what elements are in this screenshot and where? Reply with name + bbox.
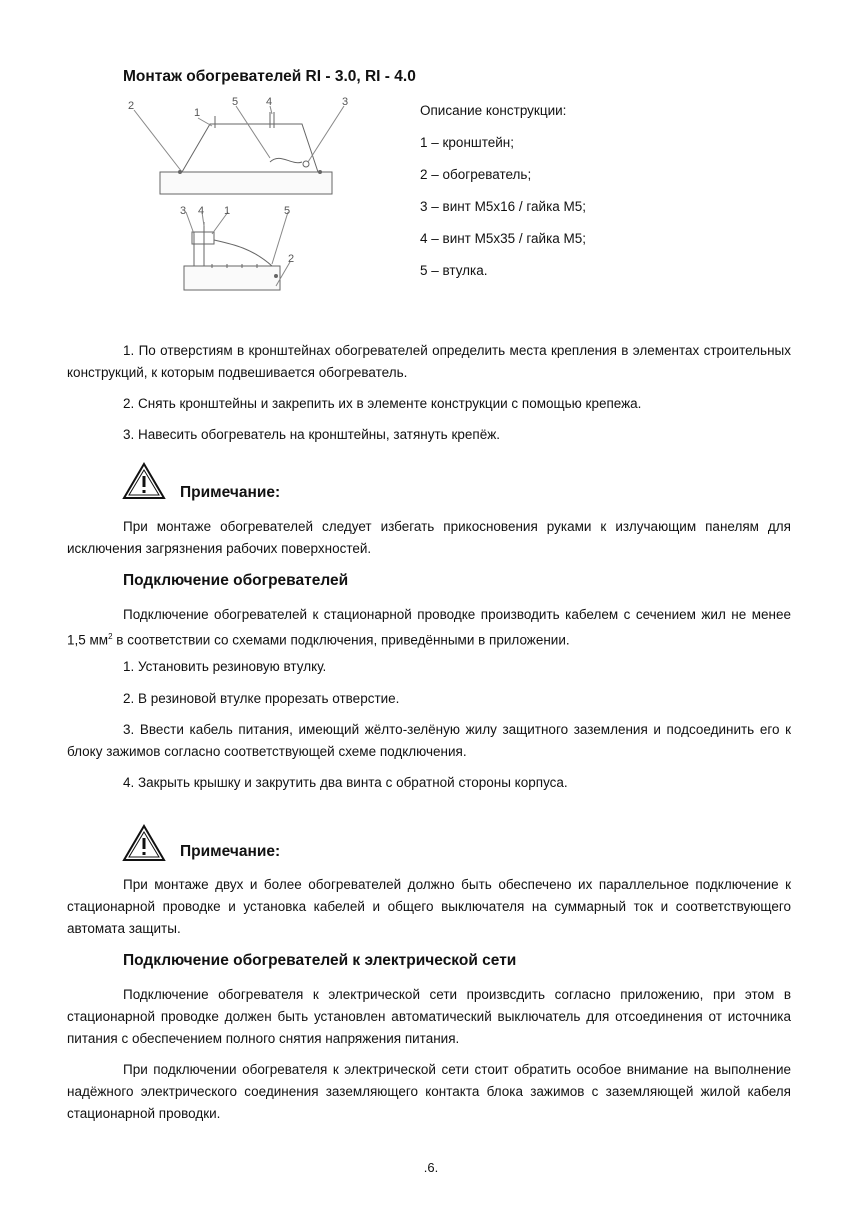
figure-label: 3 [342, 96, 349, 108]
section-title-connect: Подключение обогревателей [123, 572, 349, 589]
mount-diagram-top [120, 92, 350, 204]
figure-label: 3 [180, 205, 187, 217]
section-title-network: Подключение обогревателей к электрической сети [123, 952, 517, 969]
page-number: .6. [423, 1160, 439, 1175]
mount-step: 2. Снять кронштейны и закрепить их в элементе конструкции с помощью крепежа. [123, 396, 642, 411]
part-item: 2 – обогреватель; [420, 167, 532, 182]
section-title-mount: Монтаж обогревателей RI - 3.0, RI - 4.0 [123, 68, 416, 85]
connect-intro-text-end: в соответствии со схемами подключения, приведёнными в приложении. [112, 632, 570, 648]
mount-step: 1. По отверстиям в кронштейнах обогревателей определить места крепления в элементах строительных конструкций, к которым подвешивается обогреватель. [67, 343, 791, 380]
connect-intro [67, 604, 791, 652]
construction-description [420, 100, 586, 292]
note-text: При монтаже двух и более обогревателей должно быть обеспечено их параллельное подключение к стационарной проводке и установка кабелей и общего выключателя на суммарный ток и соответствующего автомата защиты. [67, 877, 791, 936]
network-paragraph: Подключение обогревателя к электрической сети произвсдить согласно приложению, при этом в стационарной проводке должен быть установлен автоматический выключатель для отсоединения от источника питания с обеспечением полного снятия напряжения питания. [67, 987, 791, 1046]
network-paragraph: При подключении обогревателя к электрической сети стоит обратить особое внимание на выполнение надёжного электрического соединения заземляющего контакта блока зажимов с заземляющей жилой кабеля стационарной проводки. [67, 1062, 791, 1121]
part-item: 4 – винт М5х35 / гайка М5; [420, 231, 587, 246]
mount-diagram-bottom [172, 204, 302, 296]
connect-step: 4. Закрыть крышку и закрутить два винта с обратной стороны корпуса. [123, 775, 568, 790]
warning-icon [122, 462, 166, 500]
figure-label: 2 [288, 253, 295, 265]
figure-label: 5 [284, 205, 291, 217]
figure-label: 4 [198, 205, 205, 217]
connect-step: 3. Ввести кабель питания, имеющий жёлто-зелёную жилу защитного заземления и подсоединить его к блоку зажимов согласно соответствующей схеме подключения. [67, 722, 791, 759]
part-item: 3 – винт М5х16 / гайка М5; [420, 199, 587, 214]
note-title: Примечание: [180, 843, 281, 860]
connect-step: 1. Установить резиновую втулку. [123, 659, 327, 674]
note-title: Примечание: [180, 484, 281, 501]
figure-label: 1 [224, 205, 231, 217]
figure-label: 1 [194, 107, 201, 119]
figure-label: 4 [266, 96, 273, 108]
warning-icon [122, 824, 166, 862]
connect-step: 2. В резиновой втулке прорезать отверстие. [123, 691, 400, 706]
part-item: 5 – втулка. [420, 263, 488, 278]
part-item: 1 – кронштейн; [420, 135, 515, 150]
figure-label: 2 [128, 100, 135, 112]
connect-intro-text: Подключение обогревателей к стационарной проводке производить кабелем с сечением жил не менее 1,5 мм [67, 607, 791, 648]
description-title: Описание конструкции: [420, 103, 567, 118]
superscript: 2 [108, 632, 113, 641]
figure-label: 5 [232, 96, 239, 108]
note-text: При монтаже обогревателей следует избегать прикосновения руками к излучающим панелям для исключения загрязнения рабочих поверхностей. [67, 519, 791, 556]
mount-step: 3. Навесить обогреватель на кронштейны, затянуть крепёж. [123, 427, 500, 442]
